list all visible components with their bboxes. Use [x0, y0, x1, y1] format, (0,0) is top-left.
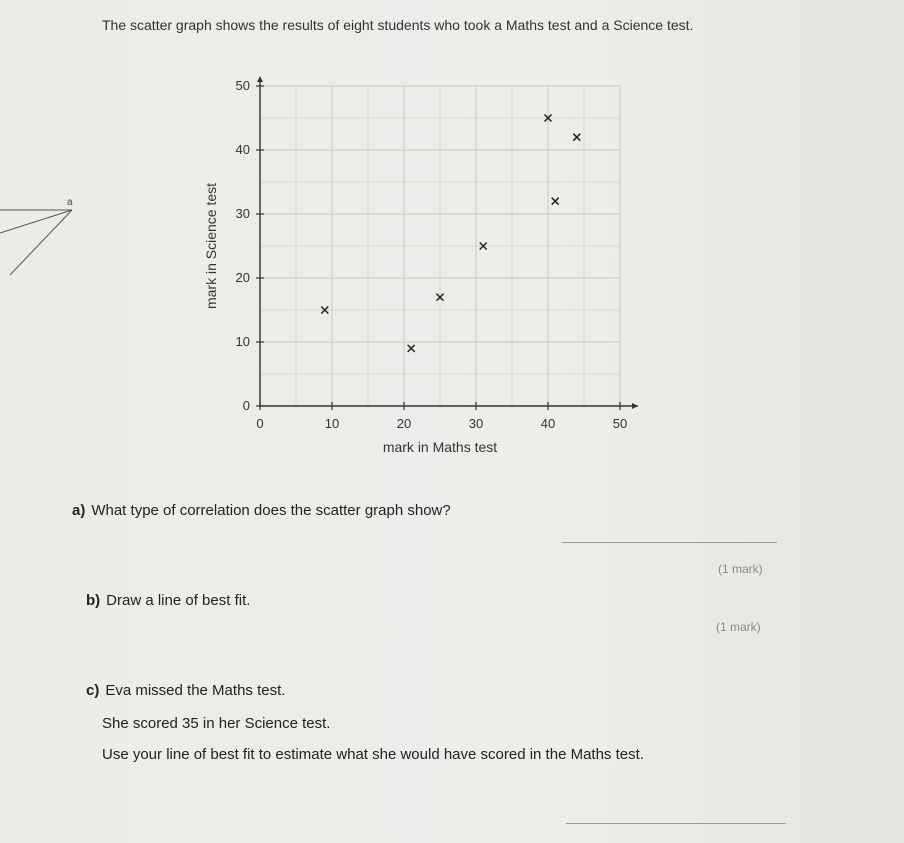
folded-page-edge: [0, 190, 90, 280]
x-tick-label: 0: [256, 416, 264, 431]
question-intro: The scatter graph shows the results of eight students who took a Maths test and a Science test.: [102, 17, 694, 33]
answer-line-a[interactable]: [562, 542, 777, 543]
question-c-line1: Eva missed the Maths test.: [105, 682, 286, 699]
data-point-marker: [573, 134, 580, 141]
x-tick-label: 40: [540, 416, 556, 431]
question-c-line3: Use your line of best fit to estimate what she would have scored in the Maths test.: [102, 746, 644, 763]
question-a-marks: (1 mark): [718, 562, 763, 576]
x-axis-label: mark in Maths test: [382, 439, 498, 455]
data-point-marker: [408, 345, 415, 352]
question-b: [86, 592, 250, 609]
question-c-letter: c): [86, 682, 100, 699]
x-tick-label: 20: [396, 416, 412, 431]
question-c: [86, 682, 285, 699]
question-a-letter: a): [72, 502, 86, 519]
question-a: [72, 502, 451, 519]
question-b-text: Draw a line of best fit.: [106, 592, 251, 609]
y-tick-label: 40: [235, 142, 250, 157]
data-point-marker: [552, 198, 559, 205]
y-axis-arrow: [257, 76, 263, 82]
x-tick-label: 10: [324, 416, 340, 431]
y-tick-label: 0: [242, 398, 250, 413]
y-tick-label: 20: [235, 270, 250, 285]
y-axis-label: mark in Science test: [203, 182, 219, 310]
fold-letter: a: [67, 197, 73, 208]
question-c-line2: She scored 35 in her Science test.: [102, 715, 331, 732]
x-tick-label: 30: [468, 416, 484, 431]
y-tick-label: 10: [235, 334, 250, 349]
y-tick-label: 30: [235, 206, 250, 221]
scatter-graph: [190, 70, 650, 460]
question-b-marks: (1 mark): [716, 620, 761, 634]
question-b-letter: b): [86, 592, 101, 609]
question-a-text: What type of correlation does the scatter graph show?: [91, 502, 451, 519]
answer-line-c[interactable]: [566, 823, 786, 824]
x-axis-arrow: [632, 403, 638, 409]
x-tick-label: 50: [612, 416, 628, 431]
y-tick-label: 50: [235, 78, 250, 93]
